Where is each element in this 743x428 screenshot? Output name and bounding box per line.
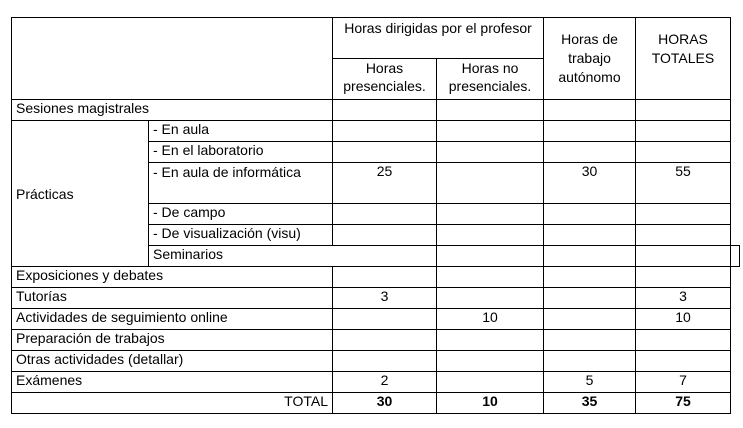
cell-autonomo xyxy=(544,267,636,288)
practicas-label: Prácticas xyxy=(12,121,149,267)
cell-total xyxy=(636,142,731,163)
cell-total xyxy=(636,225,731,246)
row-label: - En aula de informática xyxy=(149,163,333,204)
header-no-presenciales: Horas no presenciales. xyxy=(437,59,544,100)
row-label: - De campo xyxy=(149,204,333,225)
row-label: - De visualización (visu) xyxy=(149,225,333,246)
table-row xyxy=(12,121,740,142)
cell-no-presenciales xyxy=(437,163,544,204)
cell-presenciales xyxy=(333,100,437,121)
cell-autonomo: 5 xyxy=(544,372,636,393)
total-total: 75 xyxy=(636,393,731,414)
row-label: Actividades de seguimiento online xyxy=(12,309,333,330)
cell-no-presenciales xyxy=(437,330,544,351)
cell-presenciales xyxy=(333,309,437,330)
table-row xyxy=(12,330,740,351)
table-row xyxy=(12,309,740,330)
cell-autonomo xyxy=(544,309,636,330)
header-row-1 xyxy=(12,18,740,59)
cell-presenciales xyxy=(333,225,437,246)
cell-no-presenciales xyxy=(437,204,544,225)
table-row xyxy=(12,372,740,393)
cell-total: 3 xyxy=(636,288,731,309)
header-presenciales: Horas presenciales. xyxy=(333,59,437,100)
cell-presenciales xyxy=(333,330,437,351)
total-no-presenciales: 10 xyxy=(437,393,544,414)
cell-autonomo xyxy=(544,100,636,121)
row-label: Seminarios xyxy=(149,246,437,267)
cell-total xyxy=(636,204,731,225)
cell-no-presenciales xyxy=(437,372,544,393)
cell-autonomo xyxy=(544,225,636,246)
cell-no-presenciales xyxy=(437,288,544,309)
cell-presenciales xyxy=(333,142,437,163)
cell-total xyxy=(636,330,731,351)
cell-total: 7 xyxy=(636,372,731,393)
table-row xyxy=(12,267,740,288)
cell-no-presenciales xyxy=(437,142,544,163)
table-row xyxy=(12,288,740,309)
cell-autonomo xyxy=(544,142,636,163)
row-label: - En el laboratorio xyxy=(149,142,333,163)
cell-presenciales xyxy=(333,204,437,225)
row-label: Exámenes xyxy=(12,372,333,393)
cell-total xyxy=(636,121,731,142)
total-label: TOTAL xyxy=(12,393,333,414)
cell-autonomo xyxy=(544,288,636,309)
row-label: Exposiciones y debates xyxy=(12,267,333,288)
cell-autonomo xyxy=(544,121,636,142)
cell-no-presenciales xyxy=(437,267,544,288)
cell-no-presenciales xyxy=(544,246,636,267)
hours-table-container xyxy=(11,17,740,414)
row-label: Preparación de trabajos xyxy=(12,330,333,351)
header-totales: HORAS TOTALES xyxy=(636,18,731,100)
cell-total xyxy=(636,351,731,372)
cell-no-presenciales xyxy=(437,225,544,246)
cell-total xyxy=(731,246,740,267)
cell-total xyxy=(636,267,731,288)
cell-autonomo xyxy=(544,330,636,351)
cell-presenciales xyxy=(333,267,437,288)
cell-autonomo xyxy=(544,204,636,225)
total-presenciales: 30 xyxy=(333,393,437,414)
row-label: Otras actividades (detallar) xyxy=(12,351,333,372)
cell-presenciales xyxy=(333,351,437,372)
header-autonomo: Horas de trabajo autónomo xyxy=(544,18,636,100)
cell-total xyxy=(636,100,731,121)
table-row xyxy=(12,351,740,372)
cell-presenciales: 2 xyxy=(333,372,437,393)
cell-autonomo xyxy=(544,351,636,372)
row-label: Sesiones magistrales xyxy=(12,100,333,121)
cell-no-presenciales xyxy=(437,121,544,142)
header-empty-cell xyxy=(12,18,333,100)
row-label: - En aula xyxy=(149,121,333,142)
table-row xyxy=(12,100,740,121)
cell-no-presenciales xyxy=(437,351,544,372)
cell-presenciales xyxy=(333,121,437,142)
cell-autonomo xyxy=(636,246,731,267)
cell-total: 10 xyxy=(636,309,731,330)
total-autonomo: 35 xyxy=(544,393,636,414)
cell-presenciales xyxy=(437,246,544,267)
total-row xyxy=(12,393,740,414)
cell-presenciales: 3 xyxy=(333,288,437,309)
header-group-dirigidas: Horas dirigidas por el profesor xyxy=(333,18,544,59)
cell-no-presenciales: 10 xyxy=(437,309,544,330)
row-label: Tutorías xyxy=(12,288,333,309)
cell-total: 55 xyxy=(636,163,731,204)
cell-no-presenciales xyxy=(437,100,544,121)
cell-presenciales: 25 xyxy=(333,163,437,204)
hours-table xyxy=(11,17,740,414)
cell-autonomo: 30 xyxy=(544,163,636,204)
